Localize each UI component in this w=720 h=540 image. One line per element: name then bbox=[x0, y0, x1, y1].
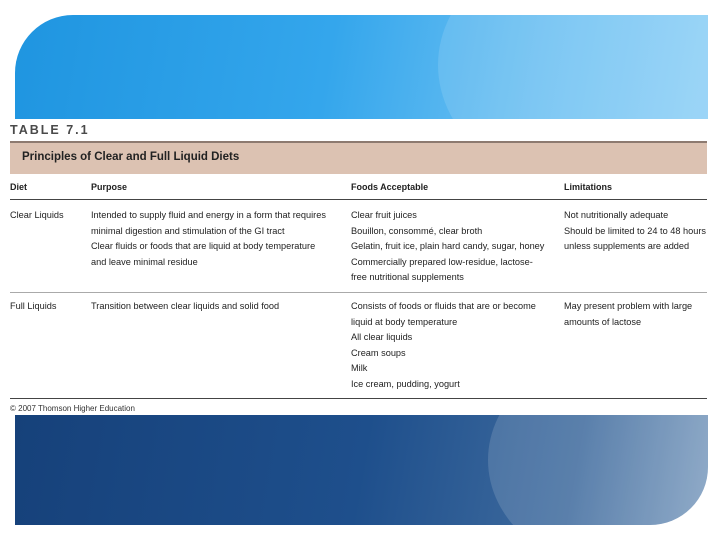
table-row-diet: Full Liquids bbox=[10, 301, 57, 311]
row-divider bbox=[10, 292, 707, 293]
table-row-limitations: Not nutritionally adequate Should be limited to 24 to 48 hours unless supplements are added bbox=[564, 210, 706, 251]
header-diet: Diet bbox=[10, 182, 28, 192]
slide-header-band bbox=[15, 15, 708, 133]
header-band-highlight bbox=[438, 15, 708, 133]
header-foods-acceptable: Foods Acceptable bbox=[351, 182, 429, 192]
table-row-diet: Clear Liquids bbox=[10, 210, 64, 220]
header-limitations: Limitations bbox=[564, 182, 613, 192]
table-row-foods: Consists of foods or fluids that are or become liquid at body temperature All clear liquids Cream soups Milk Ice cream, pudding, yogurt bbox=[351, 301, 536, 389]
table-row-foods: Clear fruit juices Bouillon, consommé, clear broth Gelatin, fruit ice, plain hard candy, sugar, honey Commercially prepared low-residue, lactose- free nutritional supplements bbox=[351, 210, 545, 282]
table-title-bar bbox=[10, 141, 707, 174]
header-rule bbox=[10, 199, 707, 200]
table-row-purpose: Transition between clear liquids and solid food bbox=[91, 301, 280, 311]
header-purpose: Purpose bbox=[91, 182, 128, 192]
table-bottom-rule bbox=[10, 398, 707, 399]
slide-footer-band bbox=[15, 410, 708, 525]
table-number: TABLE 7.1 bbox=[10, 123, 90, 137]
footer-band-highlight bbox=[488, 410, 708, 525]
copyright-credit: © 2007 Thomson Higher Education bbox=[10, 404, 135, 413]
table-row-purpose: Intended to supply fluid and energy in a form that requires minimal digestion and stimulation of the GI tract Clear fluids or foods that are liquid at body temperature and leave minimal residue bbox=[91, 210, 326, 267]
table-figure bbox=[0, 119, 720, 415]
table-title: Principles of Clear and Full Liquid Diets bbox=[22, 151, 240, 163]
table-row-limitations: May present problem with large amounts of lactose bbox=[564, 301, 693, 327]
